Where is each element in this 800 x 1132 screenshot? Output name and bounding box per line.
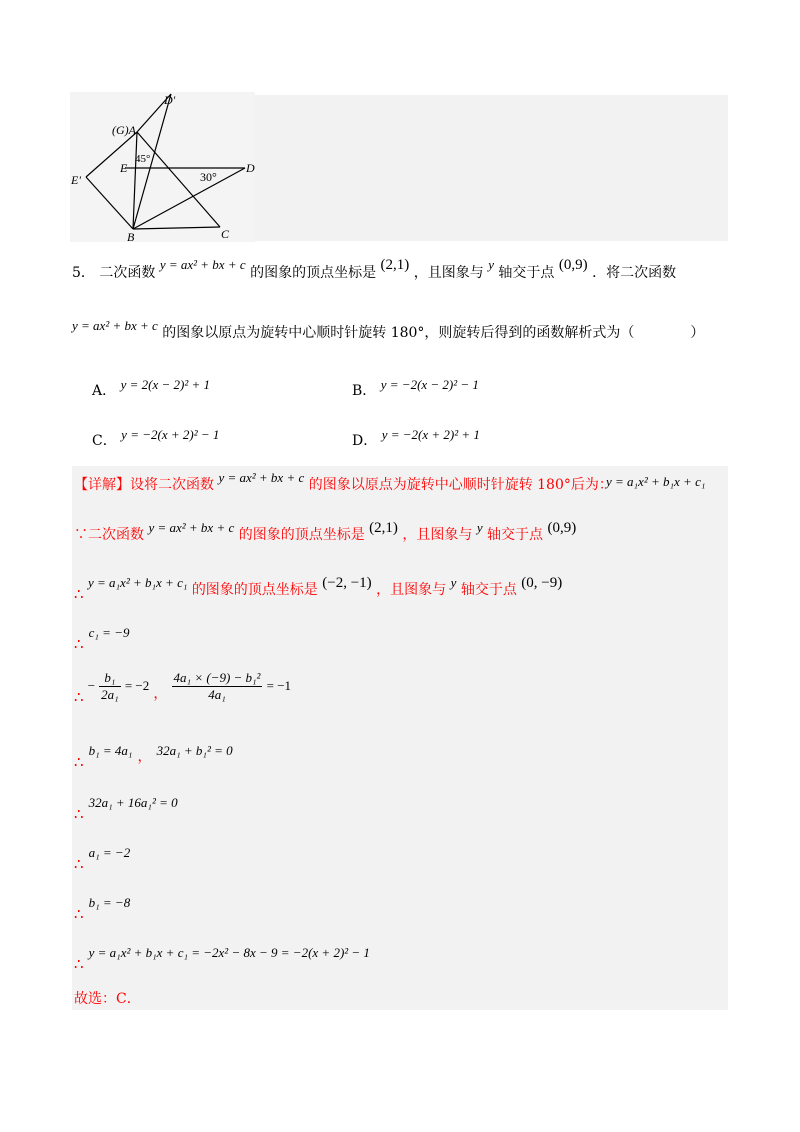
question-func: y = ax² + bx + c xyxy=(159,257,246,272)
label-e: E xyxy=(120,161,128,175)
solution-l2c: ，且图象与 xyxy=(402,527,473,543)
solution-l6a: b₁ = 4a₁ xyxy=(88,743,133,758)
solution-l2b: 的图象的顶点坐标是 xyxy=(238,527,365,543)
solution-l3a: 的图象的顶点坐标是 xyxy=(191,582,318,598)
solution-tag: 【详解】 xyxy=(74,477,130,493)
label-g-a: (G)A xyxy=(112,123,136,137)
solution-answer: 故选：C． xyxy=(74,991,141,1007)
option-b[interactable] xyxy=(352,374,479,399)
solution-l2d: 轴交于点 xyxy=(487,527,544,543)
solution-l3c: 轴交于点 xyxy=(460,582,517,598)
solution-l3b: ，且图象与 xyxy=(376,582,447,598)
solution-l1-func2: y = a₁x² + b₁x + c₁ xyxy=(606,474,706,489)
question-text-1: 二次函数 xyxy=(99,265,156,281)
solution-line-1 xyxy=(74,470,613,494)
option-a-expr: y = 2(x − 2)² + 1 xyxy=(120,377,210,392)
solution-line-3 xyxy=(74,572,563,603)
question-text-4: 轴交于点 xyxy=(498,265,555,281)
therefore-symbol: ∴ xyxy=(74,855,84,873)
solution-line-8 xyxy=(74,842,131,873)
solution-l6-comma: ， xyxy=(137,749,152,765)
fraction-vertex-y xyxy=(172,670,263,703)
geometry-figure xyxy=(70,92,255,242)
solution-line-7 xyxy=(74,792,178,823)
option-b-expr: y = −2(x − 2)² − 1 xyxy=(380,377,479,392)
therefore-symbol: ∴ xyxy=(74,805,84,823)
label-angle-45: 45° xyxy=(135,153,151,165)
label-angle-30: 30° xyxy=(200,170,217,184)
option-d[interactable] xyxy=(352,424,480,449)
fraction-eq-2: = −1 xyxy=(266,678,292,693)
solution-l1b: 的图象以原点为旋转中心顺时针旋转 180°后为： xyxy=(308,477,613,493)
because-symbol: ∵ xyxy=(74,527,88,543)
label-c: C xyxy=(221,227,230,241)
label-d: D xyxy=(246,161,255,175)
option-d-label: D． xyxy=(352,433,378,449)
solution-l1-func: y = ax² + bx + c xyxy=(218,470,305,485)
question-number: 5． xyxy=(72,265,95,281)
question-text-2: 的图象的顶点坐标是 xyxy=(250,265,377,281)
question-text-3: ，且图象与 xyxy=(413,265,484,281)
fraction-comma: ， xyxy=(153,686,168,702)
question-y: y xyxy=(488,257,494,272)
question-line-2 xyxy=(72,318,705,346)
solution-line-5 xyxy=(74,670,292,706)
option-c-label: C． xyxy=(92,433,117,449)
option-d-expr: y = −2(x + 2)² + 1 xyxy=(381,427,480,442)
solution-l3-y: y xyxy=(450,575,457,590)
solution-line-10 xyxy=(74,942,370,973)
therefore-symbol: ∴ xyxy=(74,688,84,706)
option-c[interactable] xyxy=(92,424,220,449)
figure-side-shade xyxy=(254,95,728,241)
solution-l10: y = a₁x² + b₁x + c₁ = −2x² − 8x − 9 = −2(x + 2)² − 1 xyxy=(88,945,370,960)
question-func-2: y = ax² + bx + c xyxy=(72,318,158,333)
fraction-minus: − xyxy=(87,678,96,693)
solution-l6b: 32a₁ + b₁² = 0 xyxy=(156,743,233,758)
solution-line-2 xyxy=(74,520,577,544)
option-b-label: B． xyxy=(352,383,377,399)
fraction-num-1: b₁ xyxy=(99,670,121,687)
solution-line-6 xyxy=(74,740,233,771)
fraction-num-2: 4a₁ × (−9) − b₁² xyxy=(173,670,261,685)
solution-l7: 32a₁ + 16a₁² = 0 xyxy=(88,795,178,810)
solution-block xyxy=(72,466,728,1010)
geometry-diagram xyxy=(70,92,255,242)
solution-l2-y: y xyxy=(476,520,483,535)
option-a-label: A． xyxy=(92,383,117,399)
fraction-b-over-2a xyxy=(99,670,121,703)
solution-l8: a₁ = −2 xyxy=(88,845,131,860)
solution-l2-point: (0,9) xyxy=(547,520,577,536)
therefore-symbol: ∴ xyxy=(74,635,84,653)
solution-l1a: 设将二次函数 xyxy=(130,477,214,493)
solution-l2-vertex: (2,1) xyxy=(369,520,398,536)
option-a[interactable] xyxy=(92,374,210,399)
solution-line-9 xyxy=(74,892,131,923)
question-text-5: ．将二次函数 xyxy=(592,265,677,281)
fraction-den-1: 2a₁ xyxy=(101,687,119,702)
question-line-1 xyxy=(72,257,677,288)
label-d-prime: D' xyxy=(164,93,176,107)
therefore-symbol: ∴ xyxy=(74,585,84,603)
solution-l2a: 二次函数 xyxy=(88,527,144,543)
therefore-symbol: ∴ xyxy=(74,905,84,923)
fraction-eq-1: = −2 xyxy=(124,678,150,693)
fraction-den-2: 4a₁ xyxy=(208,687,226,702)
solution-l3-vertex: (−2, −1) xyxy=(322,575,372,591)
label-e-prime: E' xyxy=(71,173,81,187)
solution-l3-func: y = a₁x² + b₁x + c₁ xyxy=(88,575,188,590)
solution-line-4 xyxy=(74,622,130,653)
question-vertex: (2,1) xyxy=(380,257,410,273)
therefore-symbol: ∴ xyxy=(74,955,84,973)
solution-l3-point: (0, −9) xyxy=(521,575,563,591)
label-b: B xyxy=(127,230,135,242)
question-text-6: 的图象以原点为旋转中心顺时针旋转 180°，则旋转后得到的函数解析式为（ ） xyxy=(162,325,705,341)
solution-l4: c₁ = −9 xyxy=(88,625,130,640)
solution-l2-func: y = ax² + bx + c xyxy=(148,520,235,535)
therefore-symbol: ∴ xyxy=(74,753,84,771)
option-c-expr: y = −2(x + 2)² − 1 xyxy=(121,427,220,442)
question-point: (0,9) xyxy=(558,257,588,273)
solution-l9: b₁ = −8 xyxy=(88,895,131,910)
